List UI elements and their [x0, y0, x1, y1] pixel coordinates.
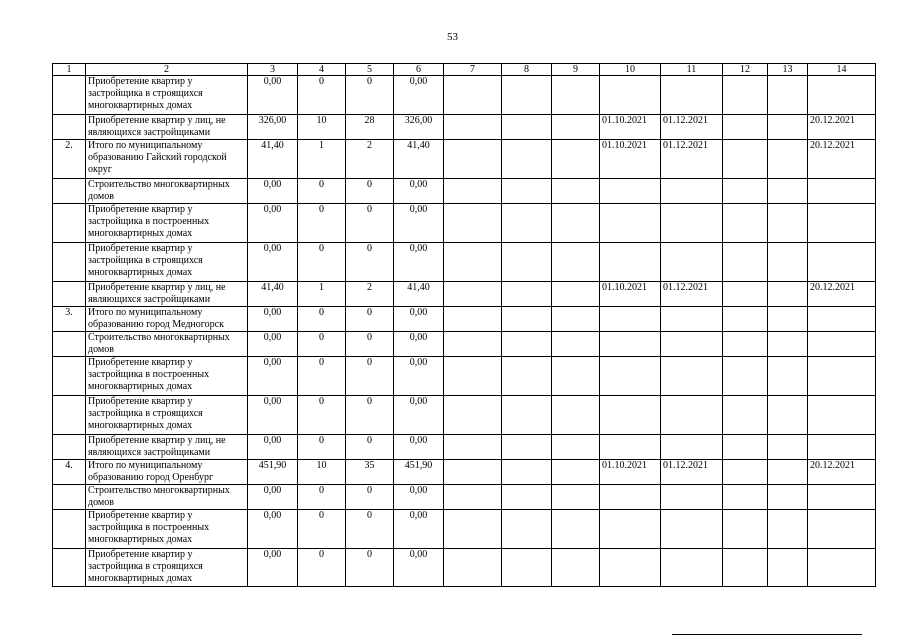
cell-13: [768, 179, 808, 204]
cell-13: [768, 140, 808, 179]
cell-date-10: 01.10.2021: [600, 115, 661, 140]
cell-13: [768, 460, 808, 485]
cell-amount: 0,00: [248, 510, 298, 549]
cell-amount: 41,40: [248, 140, 298, 179]
cell-9: [552, 435, 600, 460]
cell-count-4: 0: [298, 307, 346, 332]
cell-date-11: [661, 357, 723, 396]
row-number: [53, 179, 86, 204]
cell-date-14: [808, 243, 876, 282]
cell-date-11: 01.12.2021: [661, 115, 723, 140]
cell-count-5: 0: [346, 510, 394, 549]
row-name: Приобретение квартир у лиц, не являющихся застройщиками: [86, 115, 248, 140]
cell-count-5: 2: [346, 282, 394, 307]
cell-9: [552, 460, 600, 485]
footer-rule: [672, 634, 862, 635]
cell-12: [723, 307, 768, 332]
row-number: [53, 76, 86, 115]
cell-amount: 0,00: [248, 435, 298, 460]
row-name: Приобретение квартир у застройщика в построенных многоквартирных домах: [86, 204, 248, 243]
row-number: 2.: [53, 140, 86, 179]
cell-9: [552, 510, 600, 549]
cell-date-14: [808, 357, 876, 396]
cell-amount: 0,00: [248, 243, 298, 282]
cell-date-14: 20.12.2021: [808, 115, 876, 140]
row-name: Итого по муниципальному образованию город Медногорск: [86, 307, 248, 332]
cell-amount-6: 0,00: [394, 396, 444, 435]
cell-date-11: [661, 76, 723, 115]
cell-amount: 41,40: [248, 282, 298, 307]
cell-date-10: [600, 435, 661, 460]
cell-count-5: 0: [346, 243, 394, 282]
cell-count-5: 0: [346, 357, 394, 396]
cell-amount-6: 41,40: [394, 140, 444, 179]
cell-count-4: 1: [298, 282, 346, 307]
table-row: [53, 435, 876, 460]
cell-12: [723, 282, 768, 307]
cell-amount-6: 451,90: [394, 460, 444, 485]
cell-12: [723, 179, 768, 204]
cell-9: [552, 243, 600, 282]
row-number: 4.: [53, 460, 86, 485]
cell-count-4: 0: [298, 510, 346, 549]
table-row: [53, 332, 876, 357]
cell-amount-6: 41,40: [394, 282, 444, 307]
column-header-13: 13: [768, 64, 808, 76]
cell-amount-6: 0,00: [394, 243, 444, 282]
cell-count-4: 0: [298, 396, 346, 435]
cell-7: [444, 396, 502, 435]
row-number: [53, 115, 86, 140]
cell-8: [502, 332, 552, 357]
cell-8: [502, 204, 552, 243]
cell-count-5: 0: [346, 179, 394, 204]
cell-count-4: 10: [298, 460, 346, 485]
cell-count-5: 0: [346, 549, 394, 587]
row-number: 3.: [53, 307, 86, 332]
cell-13: [768, 510, 808, 549]
cell-date-10: 01.10.2021: [600, 140, 661, 179]
cell-count-5: 0: [346, 76, 394, 115]
cell-count-5: 0: [346, 204, 394, 243]
row-name: Приобретение квартир у застройщика в строящихся многоквартирных домах: [86, 396, 248, 435]
cell-12: [723, 510, 768, 549]
row-number: [53, 396, 86, 435]
cell-7: [444, 179, 502, 204]
cell-7: [444, 140, 502, 179]
cell-date-11: [661, 307, 723, 332]
cell-amount: 0,00: [248, 179, 298, 204]
row-name: Приобретение квартир у застройщика в построенных многоквартирных домах: [86, 357, 248, 396]
cell-7: [444, 76, 502, 115]
column-header-2: 2: [86, 64, 248, 76]
cell-12: [723, 549, 768, 587]
row-number: [53, 435, 86, 460]
cell-amount-6: 0,00: [394, 332, 444, 357]
row-name: Приобретение квартир у застройщика в строящихся многоквартирных домах: [86, 243, 248, 282]
cell-amount-6: 0,00: [394, 179, 444, 204]
cell-date-11: [661, 204, 723, 243]
cell-9: [552, 549, 600, 587]
cell-count-4: 0: [298, 549, 346, 587]
cell-count-4: 0: [298, 243, 346, 282]
cell-8: [502, 282, 552, 307]
row-name: Приобретение квартир у застройщика в построенных многоквартирных домах: [86, 510, 248, 549]
cell-12: [723, 76, 768, 115]
cell-9: [552, 396, 600, 435]
cell-amount: 0,00: [248, 307, 298, 332]
cell-7: [444, 357, 502, 396]
cell-date-10: 01.10.2021: [600, 460, 661, 485]
cell-13: [768, 307, 808, 332]
cell-amount: 0,00: [248, 396, 298, 435]
cell-9: [552, 485, 600, 510]
row-number: [53, 332, 86, 357]
cell-date-10: [600, 76, 661, 115]
cell-date-10: [600, 243, 661, 282]
cell-count-4: 1: [298, 140, 346, 179]
cell-7: [444, 204, 502, 243]
cell-amount: 0,00: [248, 549, 298, 587]
cell-count-4: 0: [298, 435, 346, 460]
column-header-9: 9: [552, 64, 600, 76]
cell-date-10: [600, 332, 661, 357]
cell-count-4: 0: [298, 332, 346, 357]
cell-7: [444, 510, 502, 549]
table-row: [53, 485, 876, 510]
column-header-11: 11: [661, 64, 723, 76]
column-header-14: 14: [808, 64, 876, 76]
cell-amount: 451,90: [248, 460, 298, 485]
column-header-4: 4: [298, 64, 346, 76]
cell-12: [723, 460, 768, 485]
row-name: Приобретение квартир у застройщика в строящихся многоквартирных домах: [86, 76, 248, 115]
column-header-5: 5: [346, 64, 394, 76]
cell-9: [552, 357, 600, 396]
table-row: [53, 282, 876, 307]
row-number: [53, 485, 86, 510]
row-name: Итого по муниципальному образованию Гайский городской округ: [86, 140, 248, 179]
row-name: Приобретение квартир у застройщика в строящихся многоквартирных домах: [86, 549, 248, 587]
cell-count-5: 0: [346, 307, 394, 332]
cell-date-11: 01.12.2021: [661, 460, 723, 485]
row-number: [53, 204, 86, 243]
cell-amount: 326,00: [248, 115, 298, 140]
cell-count-5: 0: [346, 332, 394, 357]
cell-12: [723, 204, 768, 243]
row-name: Итого по муниципальному образованию город Оренбург: [86, 460, 248, 485]
row-number: [53, 357, 86, 396]
row-name: Строительство многоквартирных домов: [86, 332, 248, 357]
cell-7: [444, 115, 502, 140]
cell-9: [552, 140, 600, 179]
cell-7: [444, 460, 502, 485]
cell-count-4: 10: [298, 115, 346, 140]
column-header-1: 1: [53, 64, 86, 76]
cell-date-10: [600, 179, 661, 204]
cell-12: [723, 243, 768, 282]
cell-amount-6: 0,00: [394, 204, 444, 243]
cell-count-4: 0: [298, 485, 346, 510]
cell-date-11: [661, 485, 723, 510]
cell-count-5: 28: [346, 115, 394, 140]
cell-count-5: 35: [346, 460, 394, 485]
column-header-3: 3: [248, 64, 298, 76]
cell-7: [444, 282, 502, 307]
cell-date-14: 20.12.2021: [808, 140, 876, 179]
row-name: Строительство многоквартирных домов: [86, 179, 248, 204]
cell-amount-6: 0,00: [394, 435, 444, 460]
cell-9: [552, 282, 600, 307]
table-row: [53, 179, 876, 204]
column-header-8: 8: [502, 64, 552, 76]
cell-date-10: [600, 510, 661, 549]
cell-count-4: 0: [298, 204, 346, 243]
cell-amount: 0,00: [248, 485, 298, 510]
cell-9: [552, 332, 600, 357]
cell-8: [502, 435, 552, 460]
cell-date-14: 20.12.2021: [808, 282, 876, 307]
row-number: [53, 282, 86, 307]
cell-13: [768, 396, 808, 435]
cell-9: [552, 115, 600, 140]
cell-13: [768, 204, 808, 243]
cell-date-11: 01.12.2021: [661, 140, 723, 179]
header-row: [53, 64, 876, 76]
cell-date-14: [808, 307, 876, 332]
cell-7: [444, 435, 502, 460]
table-row: [53, 76, 876, 115]
cell-8: [502, 549, 552, 587]
cell-amount: 0,00: [248, 332, 298, 357]
table-row: [53, 510, 876, 549]
cell-12: [723, 396, 768, 435]
row-number: [53, 510, 86, 549]
cell-date-14: [808, 549, 876, 587]
cell-13: [768, 357, 808, 396]
cell-count-5: 0: [346, 485, 394, 510]
cell-amount-6: 326,00: [394, 115, 444, 140]
cell-count-5: 0: [346, 435, 394, 460]
cell-amount: 0,00: [248, 76, 298, 115]
cell-date-10: [600, 549, 661, 587]
column-header-12: 12: [723, 64, 768, 76]
cell-date-11: [661, 510, 723, 549]
cell-date-10: 01.10.2021: [600, 282, 661, 307]
table-row: [53, 140, 876, 179]
table-body: [53, 64, 876, 587]
cell-8: [502, 179, 552, 204]
cell-9: [552, 76, 600, 115]
cell-amount-6: 0,00: [394, 510, 444, 549]
cell-8: [502, 357, 552, 396]
cell-9: [552, 204, 600, 243]
cell-7: [444, 332, 502, 357]
cell-date-11: [661, 396, 723, 435]
page-number: 53: [447, 31, 458, 43]
cell-13: [768, 485, 808, 510]
cell-7: [444, 243, 502, 282]
cell-8: [502, 140, 552, 179]
cell-7: [444, 549, 502, 587]
cell-date-11: [661, 435, 723, 460]
cell-13: [768, 435, 808, 460]
row-number: [53, 243, 86, 282]
cell-13: [768, 243, 808, 282]
table-row: [53, 396, 876, 435]
row-number: [53, 549, 86, 587]
cell-date-10: [600, 307, 661, 332]
cell-13: [768, 282, 808, 307]
table-row: [53, 357, 876, 396]
housing-table: [52, 63, 876, 587]
cell-12: [723, 485, 768, 510]
cell-count-4: 0: [298, 357, 346, 396]
cell-9: [552, 307, 600, 332]
cell-amount: 0,00: [248, 357, 298, 396]
column-header-7: 7: [444, 64, 502, 76]
table-row: [53, 243, 876, 282]
cell-date-10: [600, 485, 661, 510]
cell-amount-6: 0,00: [394, 76, 444, 115]
cell-13: [768, 115, 808, 140]
cell-7: [444, 307, 502, 332]
cell-12: [723, 332, 768, 357]
cell-date-10: [600, 204, 661, 243]
row-name: Приобретение квартир у лиц, не являющихся застройщиками: [86, 282, 248, 307]
cell-12: [723, 435, 768, 460]
cell-7: [444, 485, 502, 510]
cell-8: [502, 307, 552, 332]
cell-date-14: [808, 510, 876, 549]
table-row: [53, 115, 876, 140]
table-row: [53, 204, 876, 243]
table-row: [53, 307, 876, 332]
cell-date-14: [808, 485, 876, 510]
cell-count-4: 0: [298, 179, 346, 204]
cell-12: [723, 140, 768, 179]
cell-9: [552, 179, 600, 204]
cell-12: [723, 115, 768, 140]
cell-count-4: 0: [298, 76, 346, 115]
table-row: [53, 549, 876, 587]
cell-date-14: [808, 76, 876, 115]
cell-8: [502, 510, 552, 549]
cell-count-5: 2: [346, 140, 394, 179]
row-name: Строительство многоквартирных домов: [86, 485, 248, 510]
cell-amount: 0,00: [248, 204, 298, 243]
table-row: [53, 460, 876, 485]
cell-date-14: [808, 179, 876, 204]
cell-8: [502, 485, 552, 510]
cell-8: [502, 460, 552, 485]
cell-date-11: [661, 243, 723, 282]
cell-13: [768, 549, 808, 587]
row-name: Приобретение квартир у лиц, не являющихся застройщиками: [86, 435, 248, 460]
cell-date-10: [600, 396, 661, 435]
cell-8: [502, 396, 552, 435]
cell-13: [768, 76, 808, 115]
cell-13: [768, 332, 808, 357]
cell-8: [502, 243, 552, 282]
cell-date-14: 20.12.2021: [808, 460, 876, 485]
cell-amount-6: 0,00: [394, 307, 444, 332]
cell-date-10: [600, 357, 661, 396]
cell-date-11: 01.12.2021: [661, 282, 723, 307]
cell-date-11: [661, 549, 723, 587]
cell-date-14: [808, 204, 876, 243]
column-header-10: 10: [600, 64, 661, 76]
cell-8: [502, 115, 552, 140]
cell-8: [502, 76, 552, 115]
cell-date-11: [661, 332, 723, 357]
cell-date-14: [808, 332, 876, 357]
cell-amount-6: 0,00: [394, 549, 444, 587]
cell-amount-6: 0,00: [394, 485, 444, 510]
cell-amount-6: 0,00: [394, 357, 444, 396]
cell-12: [723, 357, 768, 396]
cell-date-14: [808, 396, 876, 435]
cell-date-14: [808, 435, 876, 460]
column-header-6: 6: [394, 64, 444, 76]
cell-date-11: [661, 179, 723, 204]
cell-count-5: 0: [346, 396, 394, 435]
